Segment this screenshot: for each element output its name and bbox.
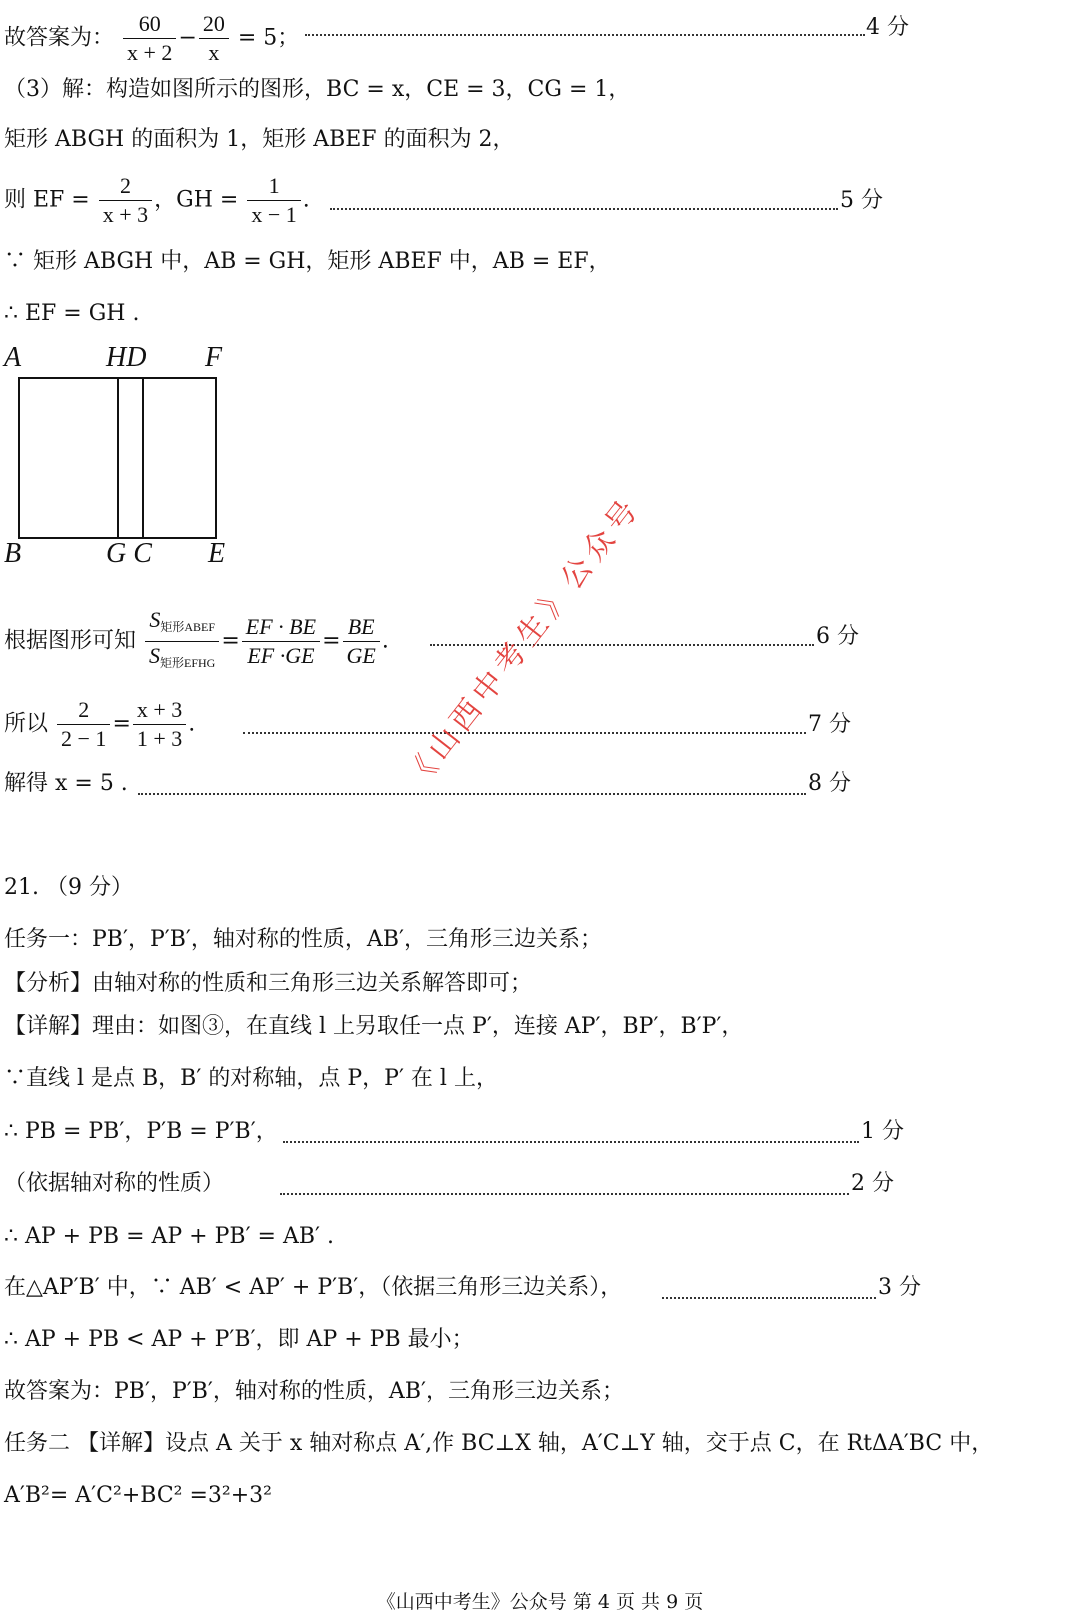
therefore-line: ∴ EF = GH . [4, 301, 140, 326]
detail-line: 【详解】理由：如图③，在直线 l 上另取任一点 P′，连接 AP′，BP′，B′P′， [4, 1014, 744, 1039]
triangle-line: 在△AP′B′ 中，∵ AB′ < AP′ + P′B′，（依据三角形三边关系）， [4, 1275, 623, 1300]
point-label: B [4, 538, 22, 569]
rectangle-diagram [0, 370, 240, 545]
score-label: 7 分 [808, 712, 851, 737]
because-line: ∵直线 l 是点 B，B′ 的对称轴，点 P，P′ 在 l 上， [4, 1066, 498, 1091]
fraction: $\frac{EF \cdot BE}{EF \cdot GE}$ [242, 613, 320, 670]
score-label: 3 分 [878, 1275, 921, 1300]
fraction: $\frac{2}{x + 3}$ [99, 172, 152, 229]
fraction: $\frac{x + 3}{1 + 3}$ [133, 696, 186, 753]
solution-intro: （3）解：构造如图所示的图形，BC = x，CE = 3，CG = 1， [4, 77, 631, 102]
dot-leader [138, 771, 806, 795]
score-label: 8 分 [808, 771, 851, 796]
answer-line-1: 故答案为： $\frac{60}{x + 2}$ − $\frac{20}{x}$ = 5； [4, 11, 300, 65]
dot-leader [662, 1275, 876, 1299]
score-label: 4 分 [866, 15, 909, 40]
point-label: G C [106, 538, 152, 569]
score-label: 5 分 [840, 188, 883, 213]
dot-leader [330, 186, 838, 210]
fraction: $\frac{BE}{GE}$ [343, 613, 380, 670]
fraction: $\frac{S_{矩形ABEF}}{S_{矩形EFHG}}$ [145, 606, 219, 677]
because-line: ∵ 矩形 ABGH 中，AB = GH，矩形 ABEF 中，AB = EF， [4, 249, 611, 274]
score-label: 1 分 [861, 1119, 904, 1144]
ef-gh-expr: 则 EF = $\frac{2}{x + 3}$ ，GH = $\frac{1}{x - 1}$ . [4, 173, 310, 227]
page-footer: 《山西中考生》公众号 第 4 页 共 9 页 [376, 1591, 704, 1613]
fraction: $\frac{60}{x + 2}$ [123, 10, 176, 67]
analysis-line: 【分析】由轴对称的性质和三角形三边关系解答即可； [4, 971, 533, 996]
point-label: F [205, 342, 223, 373]
dot-leader [280, 1171, 849, 1195]
point-label: HD [106, 342, 147, 373]
point-label: A [4, 342, 22, 373]
score-label: 2 分 [851, 1171, 894, 1196]
task-1-answer: 任务一：PB′，P′B′，轴对称的性质，AB′，三角形三边关系； [4, 927, 602, 952]
equation-line: 所以 $\frac{2}{2 - 1}$ = $\frac{x + 3}{1 + 3}$ . [4, 697, 196, 751]
fraction: $\frac{20}{x}$ [199, 10, 229, 67]
fraction: $\frac{1}{x - 1}$ [247, 172, 300, 229]
basis-line: （依据轴对称的性质） [4, 1171, 225, 1196]
therefore-line: ∴ AP + PB = AP + PB′ = AB′ . [4, 1224, 335, 1249]
answer-line: 故答案为：PB′，P′B′，轴对称的性质，AB′，三角形三边关系； [4, 1379, 624, 1404]
point-label: E [208, 538, 226, 569]
pythagoras-line: A′B²= A′C²+BC² =3²+3² [4, 1483, 272, 1508]
question-21-heading: 21. （9 分） [4, 875, 133, 900]
therefore-line: ∴ AP + PB < AP + P′B′，即 AP + PB 最小； [4, 1327, 474, 1352]
therefore-line: ∴ PB = PB′，P′B = P′B′， [4, 1119, 278, 1144]
fraction: $\frac{2}{2 - 1}$ [57, 696, 110, 753]
area-statement: 矩形 ABGH 的面积为 1，矩形 ABEF 的面积为 2， [4, 127, 515, 152]
dot-leader [305, 12, 865, 36]
score-label: 6 分 [816, 624, 859, 649]
dot-leader [283, 1119, 859, 1143]
watermark: 《山西中考生》公众号 [398, 489, 649, 795]
solution-result: 解得 x = 5 . [4, 771, 128, 796]
dot-leader [430, 622, 814, 646]
task-2-line: 任务二 【详解】设点 A 关于 x 轴对称点 A′,作 BC⊥X 轴，A′C⊥Y 轴，交于点 C，在 RtΔA′BC 中， [4, 1431, 994, 1456]
ratio-expr: 根据图形可知 $\frac{S_{矩形ABEF}}{S_{矩形EFHG}}$ = $\frac{EF \cdot BE}{EF \cdot GE}$ = $\frac{BE}{GE}$ . [4, 606, 389, 677]
dot-leader [243, 710, 806, 734]
